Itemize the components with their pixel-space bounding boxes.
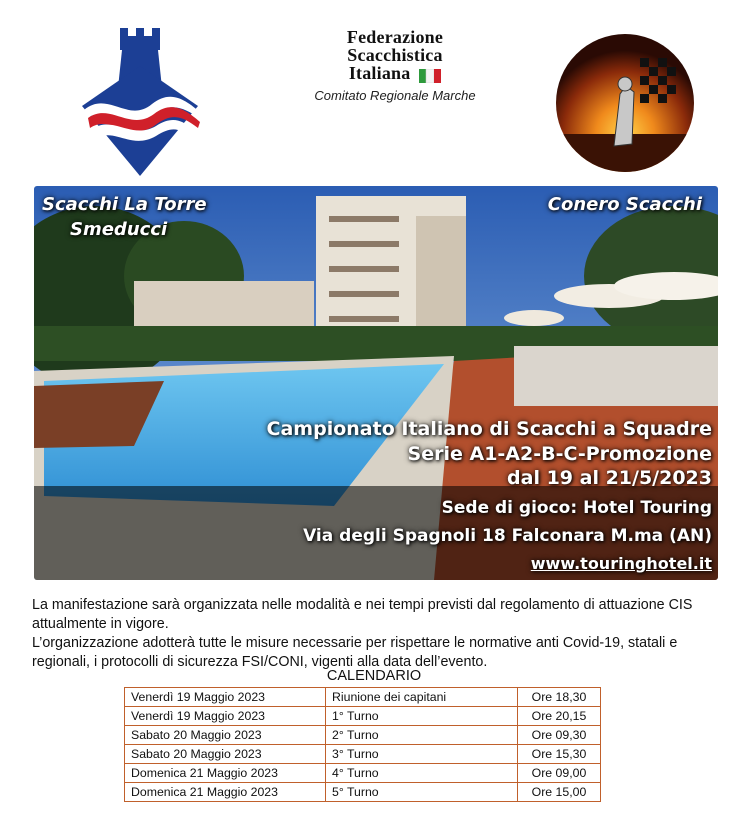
cell-event: Riunione dei capitani xyxy=(326,688,518,707)
cell-event: 1° Turno xyxy=(326,707,518,726)
venue: Sede di gioco: Hotel Touring xyxy=(441,498,712,518)
championship-title: Campionato Italiano di Scacchi a Squadre xyxy=(266,418,712,440)
cell-time: Ore 15,30 xyxy=(518,745,601,764)
cell-time: Ore 20,15 xyxy=(518,707,601,726)
fsi-line-3-text: Italiana xyxy=(348,63,411,83)
cell-time: Ore 09,30 xyxy=(518,726,601,745)
cell-date: Venerdì 19 Maggio 2023 xyxy=(125,707,326,726)
hotel-photo-banner xyxy=(34,186,718,580)
address: Via degli Spagnoli 18 Falconara M.ma (AN) xyxy=(303,526,712,546)
la-torre-logo xyxy=(78,28,208,178)
table-row xyxy=(125,745,601,764)
cell-event: 3° Turno xyxy=(326,745,518,764)
cell-event: 2° Turno xyxy=(326,726,518,745)
fsi-logo xyxy=(300,28,490,118)
championship-series: Serie A1-A2-B-C-Promozione xyxy=(407,443,712,465)
table-row xyxy=(125,783,601,802)
body-text xyxy=(32,596,722,672)
fsi-line-2: Scacchistica xyxy=(347,45,443,65)
cell-time: Ore 15,00 xyxy=(518,783,601,802)
table-row xyxy=(125,688,601,707)
fsi-line-1: Federazione xyxy=(346,27,444,47)
club-left-line-2: Smeducci xyxy=(70,219,168,240)
paragraph-covid: L’organizzazione adotterà tutte le misure necessarie per rispettare le normative anti Covid-19, statali e regionali, i protocolli di sicurezza FSI/CONI, vigenti alla data dell’evento. xyxy=(32,635,678,670)
cell-event: 4° Turno xyxy=(326,764,518,783)
table-row xyxy=(125,707,601,726)
italian-flag-icon xyxy=(419,68,441,82)
cell-date: Domenica 21 Maggio 2023 xyxy=(125,764,326,783)
website-link[interactable]: www.touringhotel.it xyxy=(530,554,712,573)
cell-date: Domenica 21 Maggio 2023 xyxy=(125,783,326,802)
cell-date: Venerdì 19 Maggio 2023 xyxy=(125,688,326,707)
club-left-line-1: Scacchi La Torre xyxy=(42,194,207,215)
conero-scacchi-logo xyxy=(556,34,694,172)
table-row xyxy=(125,726,601,745)
cell-time: Ore 09,00 xyxy=(518,764,601,783)
paragraph-regulation: La manifestazione sarà organizzata nelle modalità e nei tempi previsti dal regolamento di attuazione CIS attualmente in vigore. xyxy=(32,597,693,632)
fsi-line-3 xyxy=(300,64,490,82)
cell-time: Ore 18,30 xyxy=(518,688,601,707)
cell-date: Sabato 20 Maggio 2023 xyxy=(125,745,326,764)
cell-date: Sabato 20 Maggio 2023 xyxy=(125,726,326,745)
table-row xyxy=(125,764,601,783)
calendar-title: CALENDARIO xyxy=(326,668,422,684)
calendar-table xyxy=(124,687,601,802)
fsi-committee: Comitato Regionale Marche xyxy=(314,88,476,103)
cell-event: 5° Turno xyxy=(326,783,518,802)
championship-dates: dal 19 al 21/5/2023 xyxy=(507,467,712,489)
club-right: Conero Scacchi xyxy=(547,194,702,215)
